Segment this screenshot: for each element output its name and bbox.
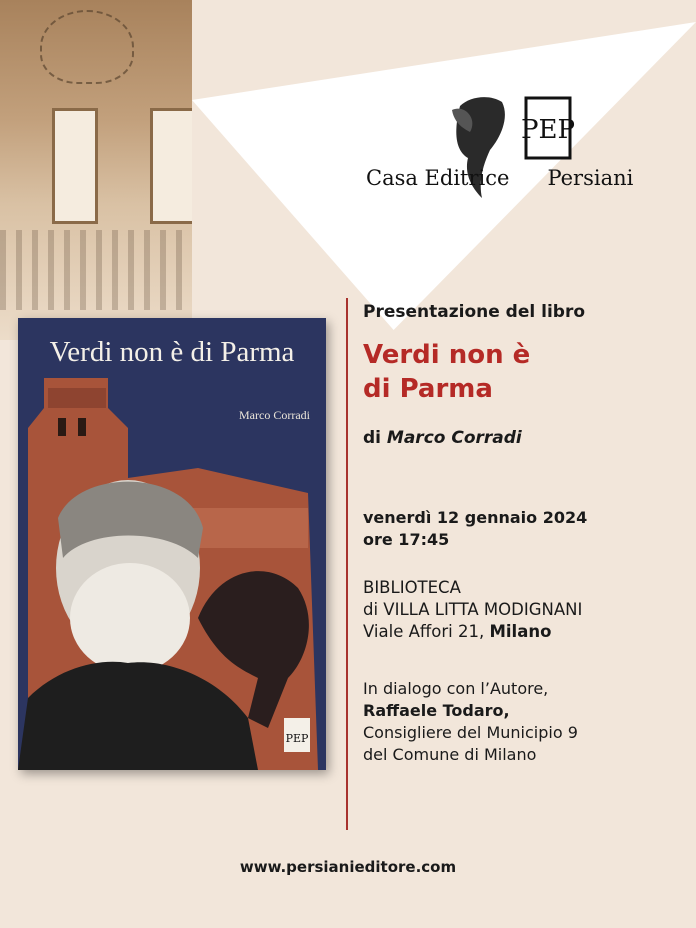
cover-logo: PEP xyxy=(285,732,309,745)
window-left xyxy=(52,108,98,224)
event-label: Presentazione del libro xyxy=(363,302,586,322)
guest-role2: del Comune di Milano xyxy=(363,745,537,764)
venue-line2: di VILLA LITTA MODIGNANI xyxy=(363,600,583,619)
publisher-name-part1: Casa Editrice xyxy=(366,166,510,190)
venue-city: Milano xyxy=(489,622,552,641)
website-link[interactable]: www.persianieditore.com xyxy=(239,858,457,876)
venue-address: Viale Affori 21, xyxy=(363,622,485,641)
event-title-line1: Verdi non è xyxy=(363,340,531,370)
publisher-name-part2: Persiani xyxy=(547,166,634,190)
cover-author: Marco Corradi xyxy=(239,408,310,422)
window-right xyxy=(150,108,192,224)
publisher-logo-icon xyxy=(360,88,610,208)
publisher-name xyxy=(366,166,633,190)
cover-artwork xyxy=(18,318,326,770)
guest-name: Raffaele Todaro, xyxy=(363,701,510,720)
event-datetime xyxy=(363,507,587,551)
venue-address-line xyxy=(363,621,582,643)
logo-monogram: PEP xyxy=(521,115,575,145)
author-prefix: di xyxy=(363,428,381,448)
chandelier-shape xyxy=(40,10,134,84)
event-author xyxy=(363,428,522,448)
dialog-intro: In dialogo con l’Autore, xyxy=(363,679,549,698)
guest-role1: Consigliere del Municipio 9 xyxy=(363,723,578,742)
event-date: venerdì 12 gennaio 2024 xyxy=(363,508,588,527)
event-title-line2: di Parma xyxy=(363,374,493,404)
event-venue xyxy=(363,577,582,643)
library-hall-photo xyxy=(0,0,192,340)
event-time: ore 17:45 xyxy=(363,530,450,549)
cover-title: Verdi non è di Parma xyxy=(49,336,295,368)
venue-line1: BIBLIOTECA xyxy=(363,578,461,597)
event-dialog xyxy=(363,678,578,766)
author-name: Marco Corradi xyxy=(386,428,522,448)
chairs-rows xyxy=(0,230,192,310)
divider-line xyxy=(346,298,348,830)
event-title xyxy=(363,338,530,406)
book-cover xyxy=(18,318,326,770)
